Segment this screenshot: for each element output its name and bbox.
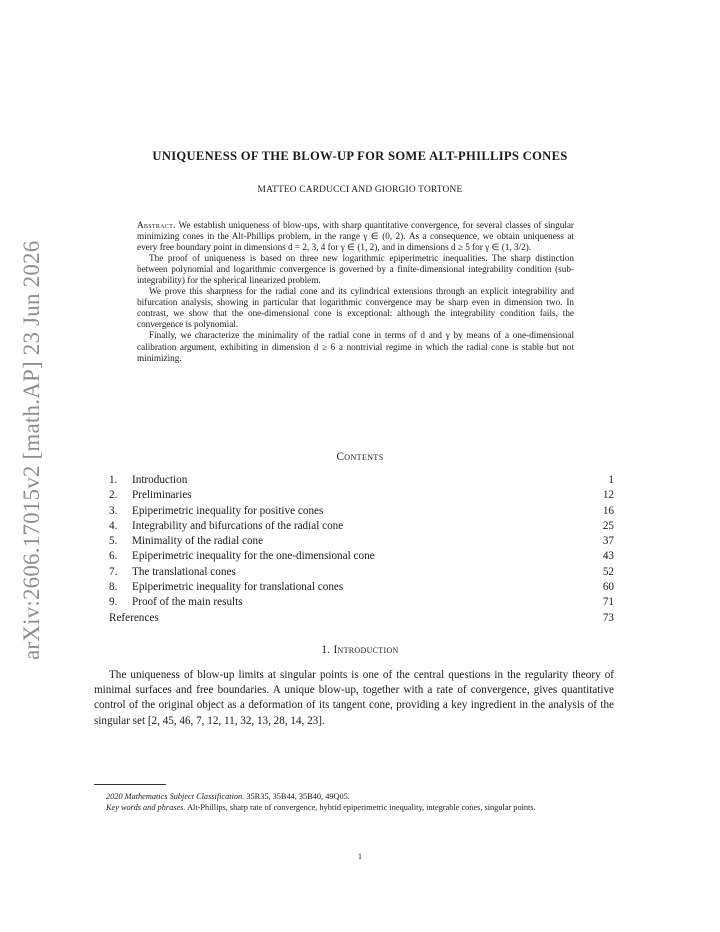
toc-entry-page: 25 — [602, 519, 614, 532]
introduction-body — [94, 668, 614, 729]
section-number: 1. — [321, 644, 331, 656]
contents-heading: Contents — [336, 451, 384, 463]
footnote-divider — [94, 784, 166, 785]
msc-footnote — [94, 791, 614, 802]
toc-entry[interactable] — [109, 504, 614, 519]
toc-entry-title: Proof of the main results — [132, 596, 243, 609]
toc-entry[interactable] — [109, 595, 614, 610]
keywords-label: Key words and phrases. — [106, 803, 186, 813]
toc-entry[interactable] — [109, 519, 614, 534]
paper-authors: MATTEO CARDUCCI AND GIORGIO TORTONE — [257, 185, 463, 195]
abstract-paragraph-1 — [137, 220, 574, 253]
arxiv-identifier-stamp: arXiv:2606.17015v2 [math.AP] 23 Jun 2026 — [19, 240, 44, 660]
toc-entry[interactable] — [109, 549, 614, 564]
toc-entry-number: 1. — [109, 474, 118, 486]
toc-entry-number: 5. — [109, 535, 118, 548]
msc-label: 2020 Mathematics Subject Classification. — [106, 792, 245, 801]
toc-entry[interactable] — [109, 488, 614, 503]
toc-entry-page: 43 — [602, 550, 614, 563]
toc-entry-page: 73 — [602, 611, 614, 624]
toc-entry-page: 52 — [602, 565, 614, 578]
abstract-paragraph-2: The proof of uniqueness is based on three new logarithmic epiperimetric inequalities. The sharp distinction between polynomial and logarithmic convergence is governed by a finite-dimensional integrability condition (sub-integrability) for the spherical linearized problem. — [137, 253, 574, 286]
footnotes — [94, 791, 614, 813]
toc-entry-page: 16 — [602, 504, 614, 517]
abstract-label: Abstract. — [137, 220, 176, 230]
toc-entry-title: Introduction — [132, 474, 188, 486]
toc-entry-number: 9. — [109, 596, 118, 609]
table-of-contents — [109, 473, 614, 626]
toc-entry-number: 3. — [109, 504, 118, 517]
paper-title: UNIQUENESS OF THE BLOW-UP FOR SOME ALT-PHILLIPS CONES — [152, 149, 568, 163]
toc-entry-number: 2. — [109, 489, 118, 502]
toc-entry[interactable] — [109, 565, 614, 580]
toc-entry-number: 7. — [109, 565, 118, 578]
section-heading — [92, 644, 628, 656]
toc-entry-title: Minimality of the radial cone — [132, 535, 264, 548]
toc-entry-page: 71 — [602, 596, 614, 609]
keywords-text: Alt-Phillips, sharp rate of convergence, hybrid epiperimetric inequality, integrable cones, singular points. — [187, 803, 536, 813]
abstract-text-1: We establish uniqueness of blow-ups, with sharp quantitative convergence, for several classes of singular minimizing cones in the Alt-Phillips problem, in the range γ ∈ (0, 2). As a consequence, we obtain uniqueness at every free boundary point in dimensions d = 2, 3, 4 for γ ∈ (1, 2), and in dimensions d ≥ 5 for γ ∈ (1, 3/2). — [137, 220, 574, 253]
toc-entry-number: 6. — [109, 550, 118, 563]
abstract-paragraph-4: Finally, we characterize the minimality of the radial cone in terms of d and γ by means of a one-dimensional calibration argument, exhibiting in dimension d ≥ 6 a nontrivial regime in which the radial cone is stable but not minimizing. — [137, 330, 574, 363]
section-title: Introduction — [333, 644, 399, 656]
toc-entry-title: References — [109, 611, 159, 624]
msc-codes: 35R35, 35B44, 35B40, 49Q05. — [246, 792, 350, 801]
toc-entry-title: Epiperimetric inequality for translational cones — [132, 581, 344, 594]
toc-entry-number: 8. — [109, 581, 118, 594]
toc-entry-number: 4. — [109, 519, 118, 532]
keywords-footnote — [94, 802, 614, 813]
toc-entry-title: The translational cones — [132, 565, 236, 578]
abstract — [137, 220, 574, 364]
toc-entry-title: Epiperimetric inequality for the one-dimensional cone — [132, 550, 375, 563]
toc-entry-references[interactable] — [109, 611, 614, 626]
page-number: 1 — [357, 852, 363, 861]
toc-entry[interactable] — [109, 473, 614, 488]
toc-entry-title: Epiperimetric inequality for positive cones — [132, 504, 324, 517]
toc-entry-title: Preliminaries — [132, 489, 192, 502]
abstract-paragraph-3: We prove this sharpness for the radial cone and its cylindrical extensions through an explicit integrability and bifurcation analysis, showing in particular that logarithmic convergence may be sharp even in dimension two. In contrast, we show that the one-dimensional cone is exceptional: although the integrability condition fails, the convergence is polynomial. — [137, 286, 574, 330]
toc-entry-page: 60 — [602, 581, 614, 594]
introduction-paragraph: The uniqueness of blow-up limits at singular points is one of the central questions in the regularity theory of minimal surfaces and free boundaries. A unique blow-up, together with a rate of convergence, gives quantitative control of the original object as a deformation of its tangent cone, providing a key ingredient in the analysis of the singular set [2, 45, 46, 7, 12, 11, 32, 13, 28, 14, 23]. — [94, 669, 614, 727]
toc-entry-title: Integrability and bifurcations of the radial cone — [132, 519, 344, 532]
toc-entry-page: 12 — [602, 489, 614, 502]
toc-entry[interactable] — [109, 534, 614, 549]
toc-entry-page: 37 — [602, 535, 614, 548]
toc-entry-page: 1 — [608, 474, 614, 486]
toc-entry[interactable] — [109, 580, 614, 595]
